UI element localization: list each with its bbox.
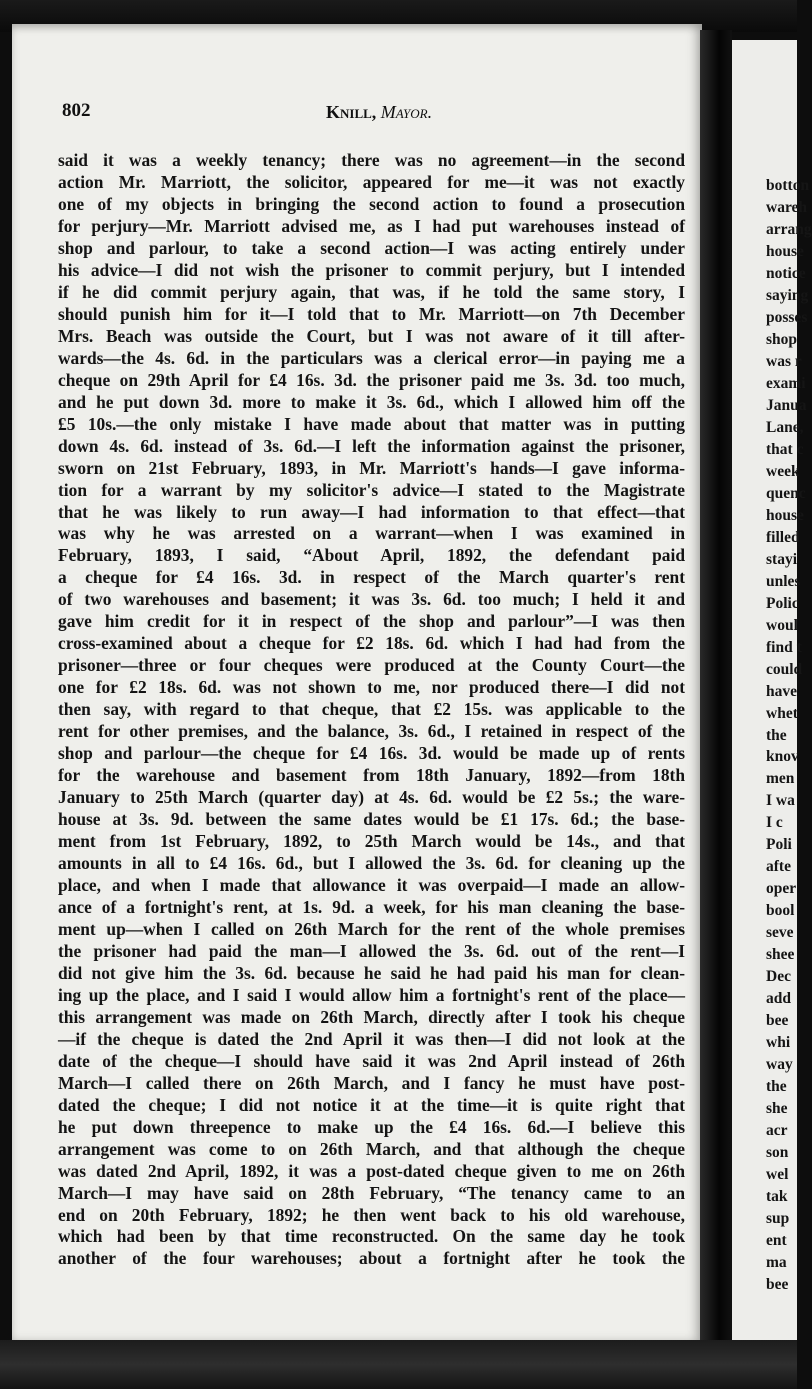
facing-page-fragment: acr [766, 1122, 788, 1140]
text-line: ance of a fortnight's rent, at 1s. 9d. a week, for his man cleaning the base- [58, 896, 685, 917]
text-line: ing up the place, and I said I would allow him a fortnight's rent of the place— [58, 984, 685, 1005]
text-line: shop and parlour, to take a second action—I was acting entirely under [58, 237, 685, 258]
facing-page-fragment: wel [766, 1166, 789, 1184]
facing-page-fragment: bool [766, 902, 795, 920]
text-line: for perjury—Mr. Marriott advised me, as I had put warehouses instead of [58, 215, 685, 236]
text-line: that he was likely to run away—I had information to that effect—that [58, 501, 685, 522]
facing-page-fragment: house [766, 506, 804, 524]
body-text [58, 150, 685, 1270]
text-line: of two warehouses and basement; it was 3s. 6d. too much; I held it and [58, 589, 685, 610]
text-line: house at 3s. 9d. between the same dates would be £1 17s. 6d.; the base- [58, 809, 685, 830]
text-line: arrangement was come to on 26th March, and that although the cheque [58, 1138, 685, 1159]
text-line: Mrs. Beach was outside the Court, but I was not aware of it till after- [58, 325, 685, 346]
text-line: should punish him for it—I told that to Mr. Marriott—on 7th December [58, 303, 685, 324]
text-line: February, 1893, I said, “About April, 1892, the defendant paid [58, 545, 685, 566]
text-line: if he did commit perjury again, that was, if he told the same story, I [58, 281, 685, 302]
facing-page-fragment: knov [766, 748, 799, 766]
text-line: he put down threepence to make up the £4 16s. 6d.—I believe this [58, 1116, 685, 1137]
facing-page-fragment: wareh [766, 198, 808, 216]
facing-page-fragment: could [766, 660, 803, 678]
facing-page-fragment: Dec [766, 968, 791, 986]
facing-page-fragment: I wa [766, 792, 795, 810]
facing-page-fragment: I c [766, 814, 783, 832]
text-line: ment from 1st February, 1892, to 25th March would be 14s., and that [58, 831, 685, 852]
text-line: ment up—when I called on 26th March for the rent of the whole premises [58, 918, 685, 939]
facing-page-fragment: Lane, [766, 418, 804, 436]
facing-page-fragment: men [766, 770, 795, 788]
facing-page-fragment: was r [766, 352, 802, 370]
text-line: did not give him the 3s. 6d. because he said he had paid his man for clean- [58, 962, 685, 983]
facing-page-fragment: she [766, 1100, 788, 1118]
text-line: down 4s. 6d. instead of 3s. 6d.—I left the information against the prisoner, [58, 435, 685, 456]
facing-page-fragment: shop [766, 330, 798, 348]
facing-page-fragment: unles [766, 572, 801, 590]
facing-page-fragment: have [766, 682, 797, 700]
text-line: —if the cheque is dated the 2nd April it was then—I did not look at the [58, 1028, 685, 1049]
text-line: then say, with regard to that cheque, that £2 15s. was applicable to the [58, 699, 685, 720]
facing-page-fragment: woul [766, 616, 798, 634]
facing-page-fragment: add [766, 990, 791, 1008]
text-line: his advice—I did not wish the prisoner to commit perjury, but I intended [58, 259, 685, 280]
text-line: said it was a weekly tenancy; there was no agreement—in the second [58, 150, 685, 170]
facing-page-fragment: seve [766, 924, 794, 942]
facing-page-fragment: quenc [766, 484, 806, 502]
text-line: a cheque for £4 16s. 3d. in respect of the March quarter's rent [58, 567, 685, 588]
facing-page-fragment: sup [766, 1210, 790, 1228]
text-line: for the warehouse and basement from 18th January, 1892—from 18th [58, 765, 685, 786]
running-head-title: Mayor. [380, 102, 433, 122]
text-line: March—I may have said on 28th February, “The tenancy came to an [58, 1182, 685, 1203]
facing-page-fragment: Janua [766, 396, 807, 414]
facing-page-fragment: bee [766, 1012, 789, 1030]
text-line: cheque on 29th April for £4 16s. 3d. the prisoner paid me 3s. 3d. too much, [58, 369, 685, 390]
facing-page-fragment: arrang [766, 220, 812, 238]
text-line: which had been by that time reconstructed. On the same day he took [58, 1226, 685, 1247]
facing-page-fragment: oper [766, 880, 797, 898]
facing-page-fragment: stayi [766, 550, 797, 568]
facing-page-fragment: whet [766, 704, 798, 722]
facing-page-fragment: son [766, 1144, 789, 1162]
text-line: end on 20th February, 1892; he then went back to his old warehouse, [58, 1204, 685, 1225]
text-line: January to 25th March (quarter day) at 4s. 6d. would be £2 5s.; the ware- [58, 787, 685, 808]
text-line: cross-examined about a cheque for £2 18s. 6d. which I had had from the [58, 633, 685, 654]
facing-page-fragment: the [766, 726, 787, 744]
facing-page-fragment: afte [766, 858, 791, 876]
text-line: one for £2 18s. 6d. was not shown to me, nor produced there—I did not [58, 677, 685, 698]
facing-page-fragment: week [766, 462, 800, 480]
text-line: the prisoner had paid the man—I allowed the 3s. 6d. out of the rent—I [58, 940, 685, 961]
text-line: this arrangement was made on 26th March, directly after I took his cheque [58, 1006, 685, 1027]
text-line: action Mr. Marriott, the solicitor, appeared for me—it was not exactly [58, 171, 685, 192]
facing-page-fragment: Polic [766, 594, 799, 612]
facing-page-fragment: find t [766, 638, 802, 656]
text-line: date of the cheque—I should have said it was 2nd April instead of 26th [58, 1050, 685, 1071]
text-line: March—I called there on 26th March, and I fancy he must have post- [58, 1072, 685, 1093]
facing-page-fragment: house [766, 242, 804, 260]
text-line: dated the cheque; I did not notice it at the time—it is quite right that [58, 1094, 685, 1115]
running-head [326, 102, 432, 123]
running-head-name: Knill, [326, 102, 377, 122]
page-header [50, 100, 690, 130]
scan-border-bottom [0, 1340, 797, 1389]
text-line: place, and when I made that allowance it was overpaid—I made an allow- [58, 874, 685, 895]
text-line: was dated 2nd April, 1892, it was a post-dated cheque given to me on 26th [58, 1160, 685, 1181]
facing-page-fragment: whi [766, 1034, 791, 1052]
text-line: prisoner—three or four cheques were produced at the County Court—the [58, 655, 685, 676]
text-line: gave him credit for it in respect of the shop and parlour”—I was then [58, 611, 685, 632]
facing-page-fragment: shee [766, 946, 795, 964]
facing-page-fragment: the [766, 1078, 787, 1096]
facing-page-fragment: saying [766, 286, 809, 304]
facing-page-fragment: notice [766, 264, 806, 282]
text-line: sworn on 21st February, 1893, in Mr. Marriott's hands—I gave informa- [58, 457, 685, 478]
facing-page-fragment: that c [766, 440, 804, 458]
facing-page-fragment: ent [766, 1232, 787, 1250]
book-gutter [700, 30, 732, 1360]
text-line: rent for other premises, and the balance, 3s. 6d., I retained in respect of the [58, 721, 685, 742]
text-line: shop and parlour—the cheque for £4 16s. 3d. would be made up of rents [58, 743, 685, 764]
text-line: £5 10s.—the only mistake I have made about that matter was in putting [58, 413, 685, 434]
text-line: wards—the 4s. 6d. in the particulars was a clerical error—in paying me a [58, 347, 685, 368]
text-line: amounts in all to £4 16s. 6d., but I allowed the 3s. 6d. for cleaning up the [58, 853, 685, 873]
facing-page-fragment: way [766, 1056, 793, 1074]
facing-page [732, 40, 812, 1340]
text-line: another of the four warehouses; about a fortnight after he took the [58, 1248, 685, 1269]
text-line: one of my objects in bringing the second action to found a prosecution [58, 193, 685, 214]
facing-page-fragment: posses [766, 308, 808, 326]
facing-page-fragment: filled [766, 528, 800, 546]
facing-page-fragment: exami [766, 374, 806, 392]
facing-page-fragment: Poli [766, 836, 792, 854]
facing-page-fragment: tak [766, 1188, 788, 1206]
text-line: and he put down 3d. more to make it 3s. 6d., which I allowed him off the [58, 391, 685, 412]
text-line: tion for a warrant by my solicitor's advice—I stated to the Magistrate [58, 479, 685, 500]
page-number: 802 [62, 100, 91, 121]
text-line: was why he was arrested on a warrant—when I was examined in [58, 523, 685, 544]
facing-page-fragment: ma [766, 1254, 787, 1272]
facing-page-fragment: bee [766, 1276, 789, 1293]
facing-page-fragment: botton [766, 177, 810, 194]
